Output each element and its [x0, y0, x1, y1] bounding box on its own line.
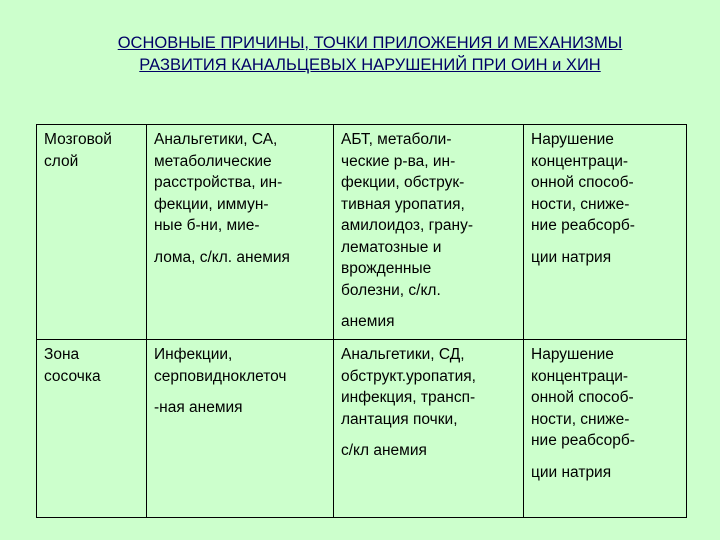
cell-line: анемия [341, 313, 395, 330]
cell-line: с/кл анемия [341, 442, 427, 459]
causes-a-cell [147, 125, 334, 340]
cell-line: болезни, с/кл. [341, 281, 441, 299]
cell-line: лантация почки, [341, 410, 458, 428]
cell-line: ности, сниже- [531, 195, 630, 213]
mechanism-cell [524, 125, 687, 340]
mechanism-cell [524, 340, 687, 518]
cell-line: амилоидоз, грану- [341, 217, 474, 234]
cell-line: ции натрия [531, 463, 612, 481]
table-row [37, 125, 687, 340]
cell-line: Инфекции, [154, 346, 233, 363]
cell-line: метаболические [154, 152, 272, 170]
cell-line: Анальгетики, СД, [341, 346, 465, 363]
cell-line: Зона [44, 346, 80, 363]
cell-line: ческие р-ва, ин- [341, 152, 456, 170]
cell-line: ние реабсорб- [531, 432, 635, 449]
cell-line: врожденные [341, 260, 432, 277]
cell-line: сосочка [44, 367, 101, 385]
cell-line: -ная анемия [154, 399, 243, 416]
cell-line: фекции, обструк- [341, 174, 465, 191]
zone-cell [37, 340, 147, 518]
zone-cell [37, 125, 147, 340]
cell-line: обструкт.уропатия, [341, 367, 476, 385]
cell-line: ные б-ни, мие- [154, 217, 260, 234]
cell-line: ции натрия [531, 248, 612, 266]
title-line: РАЗВИТИЯ КАНАЛЬЦЕВЫХ НАРУШЕНИЙ ПРИ ОИН и ХИН [139, 56, 601, 74]
causes-b-cell [334, 340, 524, 518]
slide-title [30, 32, 710, 76]
table-row [37, 340, 687, 518]
causes-b-cell [334, 125, 524, 340]
cell-line: Мозговой [44, 131, 112, 148]
cell-line: Нарушение [531, 131, 614, 148]
causes-table [36, 124, 687, 518]
cell-line: серповидноклеточ [154, 367, 287, 385]
cell-line: слой [44, 152, 79, 170]
cell-line: концентраци- [531, 152, 629, 170]
cell-line: онной способ- [531, 174, 634, 191]
cell-line: ние реабсорб- [531, 217, 635, 234]
cell-line: ности, сниже- [531, 410, 630, 428]
cell-line: Анальгетики, СА, [154, 131, 278, 148]
title-line: ОСНОВНЫЕ ПРИЧИНЫ, ТОЧКИ ПРИЛОЖЕНИЯ И МЕХАНИЗМЫ [117, 34, 623, 52]
cell-line: тивная уропатия, [341, 195, 465, 213]
cell-line: Нарушение [531, 346, 614, 363]
causes-a-cell [147, 340, 334, 518]
cell-line: фекции, иммун- [154, 195, 269, 213]
cell-line: лома, с/кл. анемия [154, 248, 290, 266]
cell-line: лематозные и [341, 238, 442, 256]
cell-line: расстройства, ин- [154, 174, 283, 191]
cell-line: АБТ, метаболи- [341, 131, 452, 148]
cell-line: концентраци- [531, 367, 629, 385]
cell-line: онной способ- [531, 389, 634, 406]
cell-line: инфекция, трансп- [341, 389, 476, 406]
